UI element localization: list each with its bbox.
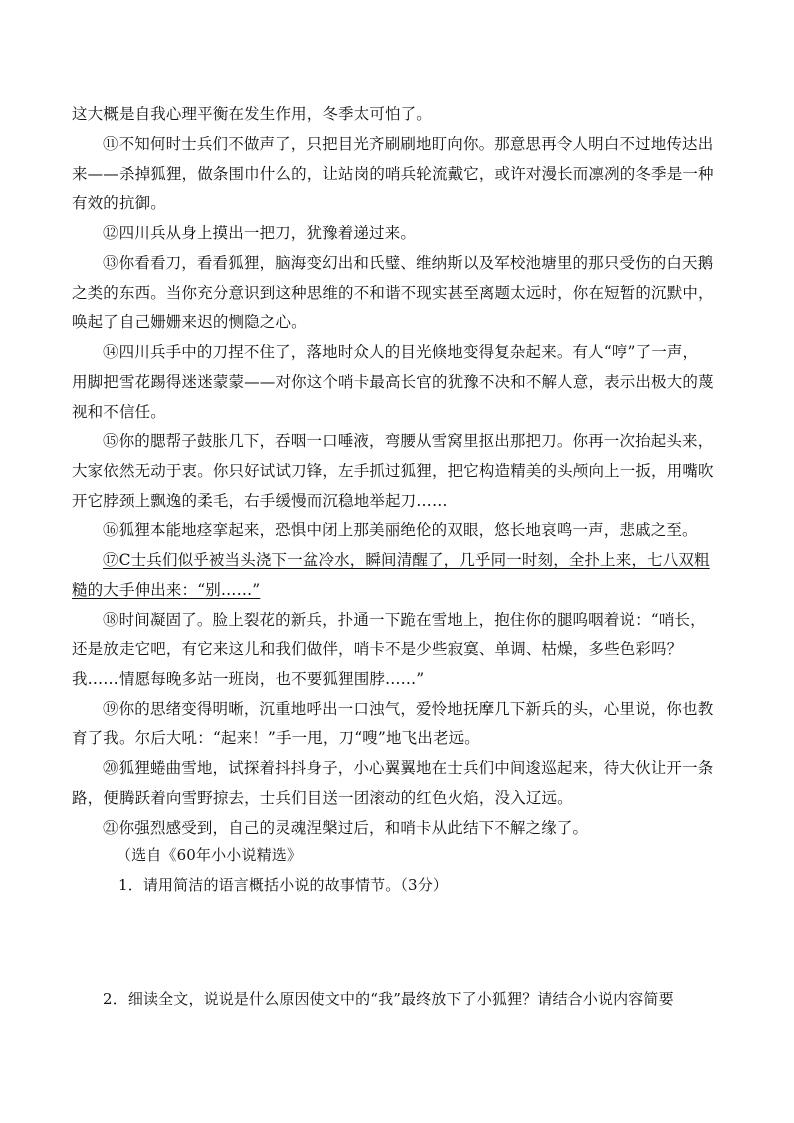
source-citation: （选自《60年小小说精选》 — [116, 846, 303, 864]
underlined-line: 糙的大手伸出来：“别……” — [72, 581, 261, 599]
paragraph-line: ⑫四川兵从身上摸出一把刀，犹豫着递过来。 — [103, 224, 417, 242]
paragraph-line: ⑱时间凝固了。脸上裂花的新兵，扑通一下跪在雪地上，抱住你的腿呜咽着说：“哨长， — [103, 611, 706, 629]
paragraph-line: 大家依然无动于衷。你只好试试刀锋，左手抓过狐狸，把它构造精美的头颅向上一扳，用嘴吹 — [72, 462, 714, 480]
paragraph-line: 唤起了自己姗姗来迟的恻隐之心。 — [72, 313, 307, 331]
paragraph-line: ⑳狐狸蜷曲雪地，试探着抖抖身子，小心翼翼地在士兵们中间逡巡起来，待大伙让开一条 — [103, 759, 714, 777]
paragraph-line: 路，便腾跃着向雪野掠去，士兵们目送一团滚动的红色火焰，没入辽远。 — [72, 789, 573, 807]
question-2: 2．细读全文，说说是什么原因使文中的“我”最终放下了小狐狸？请结合小说内容简要 — [103, 990, 674, 1008]
paragraph-line: 还是放走它吧，有它来这儿和我们做伴，哨卡不是少些寂寞、单调、枯燥，多些色彩吗？ — [72, 640, 683, 658]
paragraph-line: 来——杀掉狐狸，做条围巾什么的，让站岗的哨兵轮流戴它，或许对漫长而凛冽的冬季是一种 — [72, 165, 714, 183]
paragraph-line: ⑲你的思绪变得明晰，沉重地呼出一口浊气，爱怜地抚摩几下新兵的头，心里说，你也教 — [103, 700, 714, 718]
paragraph-line: ⑮你的腮帮子鼓胀几下，吞咽一口唾液，弯腰从雪窝里抠出那把刀。你再一次抬起头来， — [103, 432, 714, 450]
paragraph-line: 这大概是自我心理平衡在发生作用，冬季太可怕了。 — [72, 105, 432, 123]
paragraph-line: 我……情愿每晚多站一班岗，也不要狐狸围脖……” — [72, 670, 425, 688]
paragraph-line: 有效的抗御。 — [72, 194, 166, 212]
paragraph-line: 用脚把雪花踢得迷迷蒙蒙——对你这个哨卡最高长官的犹豫不决和不解人意，表示出极大的蔑 — [72, 373, 714, 391]
paragraph-line: 之类的东西。当你充分意识到这种思维的不和谐不现实甚至离题太远时，你在短暂的沉默中， — [72, 284, 714, 302]
paragraph-line: ⑯狐狸本能地痉挛起来，恐惧中闭上那美丽绝伦的双眼，悠长地哀鸣一声，悲戚之至。 — [103, 521, 698, 539]
paragraph-line: ⑭四川兵手中的刀捏不住了，落地时众人的目光倏地变得复杂起来。有人“哼”了一声， — [103, 343, 699, 361]
question-1: 1．请用简洁的语言概括小说的故事情节。（3分） — [118, 876, 449, 894]
paragraph-line: ㉑你强烈感受到，自己的灵魂涅槃过后，和哨卡从此结下不解之缘了。 — [103, 819, 589, 837]
paragraph-line: ⑬你看看刀，看看狐狸，脑海变幻出和氏璧、维纳斯以及军校池塘里的那只受伤的白天鹅 — [103, 254, 714, 272]
paragraph-line: 开它脖颈上飘逸的柔毛，右手缓慢而沉稳地举起刀…… — [72, 492, 448, 510]
underlined-line: ⑰C士兵们似乎被当头浇下一盆冷水，瞬间清醒了，几乎同一时刻，全扑上来，七八双粗 — [103, 551, 710, 569]
paragraph-line: 视和不信任。 — [72, 403, 166, 421]
paragraph-line: ⑪不知何时士兵们不做声了，只把目光齐刷刷地盯向你。那意思再令人明白不过地传达出 — [103, 135, 714, 153]
paragraph-line: 育了我。尔后大吼：“起来！”手一甩，刀“嗖”地飞出老远。 — [72, 729, 480, 747]
